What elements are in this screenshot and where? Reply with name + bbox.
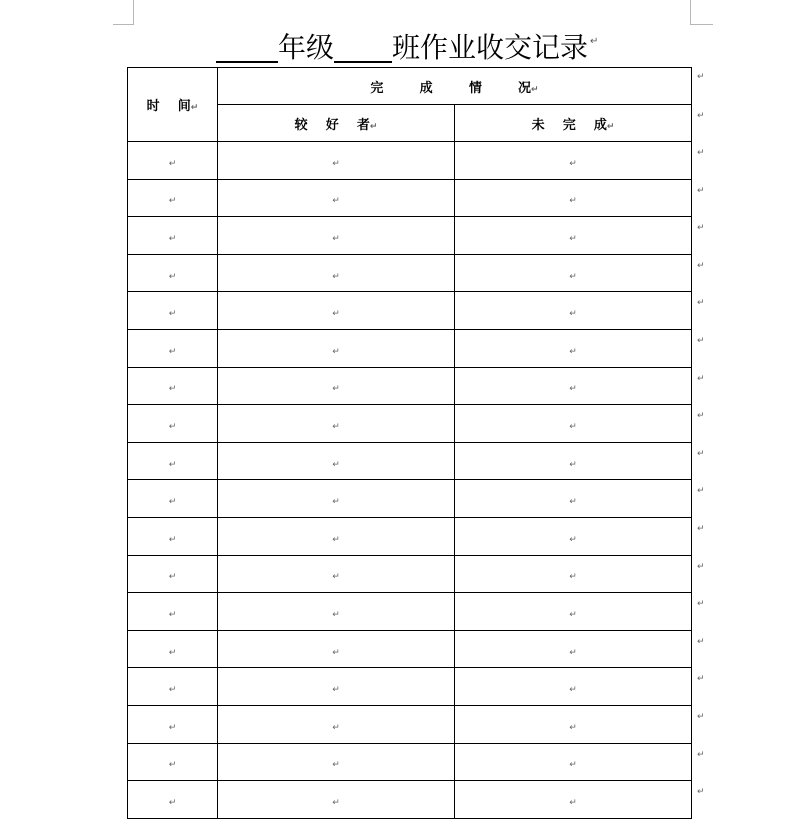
incomplete-cell[interactable] xyxy=(455,367,692,405)
good-cell[interactable] xyxy=(218,217,455,255)
table-row xyxy=(128,329,692,367)
row-end-mark-icon: ↵ xyxy=(697,411,705,422)
header-good-label: 较 好 者 xyxy=(294,117,370,133)
header-incomplete-label: 未 完 成 xyxy=(531,117,607,133)
table-row xyxy=(128,442,692,480)
paragraph-mark-icon: ↵ xyxy=(569,609,577,620)
header-incomplete-cell[interactable] xyxy=(455,105,692,142)
paragraph-mark-icon: ↵ xyxy=(168,271,177,282)
paragraph-mark-icon: ↵ xyxy=(590,36,599,47)
paragraph-mark-icon: ↵ xyxy=(332,384,340,395)
row-end-mark-icon: ↵ xyxy=(697,448,705,459)
good-cell[interactable] xyxy=(218,705,455,743)
paragraph-mark-icon: ↵ xyxy=(168,797,177,808)
good-cell[interactable] xyxy=(218,517,455,555)
paragraph-mark-icon: ↵ xyxy=(332,534,340,545)
good-cell[interactable] xyxy=(218,329,455,367)
table-row xyxy=(128,517,692,555)
paragraph-mark-icon: ↵ xyxy=(332,421,340,432)
paragraph-mark-icon: ↵ xyxy=(569,421,577,432)
paragraph-mark-icon: ↵ xyxy=(531,84,539,95)
header-status-cell[interactable] xyxy=(218,68,692,105)
row-end-mark-icon: ↵ xyxy=(697,787,705,798)
row-end-mark-icon: ↵ xyxy=(697,599,705,610)
table-row xyxy=(128,179,692,217)
time-cell[interactable] xyxy=(128,555,218,593)
paragraph-mark-icon: ↵ xyxy=(168,572,177,583)
time-cell[interactable] xyxy=(128,367,218,405)
time-cell[interactable] xyxy=(128,405,218,443)
time-cell[interactable] xyxy=(128,593,218,631)
paragraph-mark-icon: ↵ xyxy=(168,647,177,658)
class-blank-line xyxy=(334,31,392,63)
page-corner-mark-left xyxy=(113,0,134,25)
row-end-mark-icon: ↵ xyxy=(697,223,705,234)
paragraph-mark-icon: ↵ xyxy=(168,459,177,470)
grade-blank-line xyxy=(216,31,278,63)
paragraph-mark-icon: ↵ xyxy=(168,346,177,357)
paragraph-mark-icon: ↵ xyxy=(332,271,340,282)
row-end-mark-icon: ↵ xyxy=(697,636,705,647)
good-cell[interactable] xyxy=(218,292,455,330)
paragraph-mark-icon: ↵ xyxy=(569,309,577,320)
table-row xyxy=(128,142,692,180)
row-end-mark-icon: ↵ xyxy=(697,148,705,158)
good-cell[interactable] xyxy=(218,442,455,480)
paragraph-mark-icon: ↵ xyxy=(332,722,340,733)
header-status-label: 完 成 情 况 xyxy=(370,80,532,96)
paragraph-mark-icon: ↵ xyxy=(168,309,177,320)
paragraph-mark-icon: ↵ xyxy=(168,685,177,696)
table-row xyxy=(128,668,692,706)
time-cell[interactable] xyxy=(128,517,218,555)
table-row xyxy=(128,593,692,631)
incomplete-cell[interactable] xyxy=(455,593,692,631)
paragraph-mark-icon: ↵ xyxy=(569,647,577,658)
paragraph-mark-icon: ↵ xyxy=(168,534,177,545)
paragraph-mark-icon: ↵ xyxy=(168,233,177,244)
page-corner-mark-right xyxy=(690,0,713,25)
row-end-mark-icon: ↵ xyxy=(697,373,705,384)
incomplete-cell[interactable] xyxy=(455,217,692,255)
paragraph-mark-icon: ↵ xyxy=(168,421,177,432)
paragraph-mark-icon: ↵ xyxy=(168,497,177,508)
incomplete-cell[interactable] xyxy=(455,668,692,706)
good-cell[interactable] xyxy=(218,743,455,781)
row-end-mark-icon: ↵ xyxy=(697,749,705,760)
good-cell[interactable] xyxy=(218,630,455,668)
incomplete-cell[interactable] xyxy=(455,781,692,819)
paragraph-mark-icon: ↵ xyxy=(569,346,577,357)
paragraph-mark-icon: ↵ xyxy=(332,459,340,470)
paragraph-mark-icon: ↵ xyxy=(332,309,340,320)
table-row xyxy=(128,480,692,518)
paragraph-mark-icon: ↵ xyxy=(168,384,177,395)
title-rest-text: 班作业收交记录 xyxy=(392,31,589,64)
time-cell[interactable] xyxy=(128,705,218,743)
paragraph-mark-icon: ↵ xyxy=(190,103,199,113)
paragraph-mark-icon: ↵ xyxy=(569,534,577,545)
table-row xyxy=(128,405,692,443)
table-row xyxy=(128,292,692,330)
good-cell[interactable] xyxy=(218,480,455,518)
row-end-mark-icon: ↵ xyxy=(697,111,705,121)
incomplete-cell[interactable] xyxy=(455,743,692,781)
paragraph-mark-icon: ↵ xyxy=(569,384,577,395)
table-row xyxy=(128,743,692,781)
row-end-mark-icon: ↵ xyxy=(697,260,705,271)
time-cell[interactable] xyxy=(128,743,218,781)
row-end-mark-icon: ↵ xyxy=(697,185,705,196)
time-cell[interactable] xyxy=(128,329,218,367)
good-cell[interactable] xyxy=(218,668,455,706)
paragraph-mark-icon: ↵ xyxy=(168,760,177,771)
incomplete-cell[interactable] xyxy=(455,142,692,180)
paragraph-mark-icon: ↵ xyxy=(332,497,340,508)
paragraph-mark-icon: ↵ xyxy=(569,722,577,733)
row-end-mark-icon: ↵ xyxy=(697,524,705,534)
paragraph-mark-icon: ↵ xyxy=(332,797,340,808)
paragraph-mark-icon: ↵ xyxy=(569,459,577,470)
time-cell[interactable] xyxy=(128,630,218,668)
paragraph-mark-icon: ↵ xyxy=(569,158,577,169)
time-cell[interactable] xyxy=(128,668,218,706)
paragraph-mark-icon: ↵ xyxy=(332,158,340,169)
good-cell[interactable] xyxy=(218,142,455,180)
incomplete-cell[interactable] xyxy=(455,630,692,668)
incomplete-cell[interactable] xyxy=(455,555,692,593)
paragraph-mark-icon: ↵ xyxy=(569,797,577,808)
good-cell[interactable] xyxy=(218,179,455,217)
paragraph-mark-icon: ↵ xyxy=(569,497,577,508)
header-good-cell[interactable] xyxy=(218,105,455,142)
title-grade-text: 年级 xyxy=(278,31,335,64)
incomplete-cell[interactable] xyxy=(455,517,692,555)
time-cell[interactable] xyxy=(128,442,218,480)
row-end-mark-icon: ↵ xyxy=(697,561,705,572)
good-cell[interactable] xyxy=(218,367,455,405)
time-cell[interactable] xyxy=(128,480,218,518)
incomplete-cell[interactable] xyxy=(455,179,692,217)
paragraph-mark-icon: ↵ xyxy=(569,572,577,583)
header-time-cell[interactable] xyxy=(128,68,218,142)
paragraph-mark-icon: ↵ xyxy=(168,722,177,733)
table-row xyxy=(128,367,692,405)
good-cell[interactable] xyxy=(218,781,455,819)
table-row xyxy=(128,217,692,255)
incomplete-cell[interactable] xyxy=(455,480,692,518)
time-cell[interactable] xyxy=(128,254,218,292)
paragraph-mark-icon: ↵ xyxy=(606,121,615,132)
row-end-mark-icon: ↵ xyxy=(697,486,705,497)
table-row xyxy=(128,254,692,292)
table-row xyxy=(128,630,692,668)
paragraph-mark-icon: ↵ xyxy=(332,572,340,583)
time-cell[interactable] xyxy=(128,292,218,330)
paragraph-mark-icon: ↵ xyxy=(332,346,340,357)
time-cell[interactable] xyxy=(128,217,218,255)
good-cell[interactable] xyxy=(218,405,455,443)
paragraph-mark-icon: ↵ xyxy=(168,196,177,207)
homework-record-table xyxy=(127,67,692,819)
paragraph-mark-icon: ↵ xyxy=(168,609,177,620)
paragraph-mark-icon: ↵ xyxy=(332,609,340,620)
table-row xyxy=(128,781,692,819)
paragraph-mark-icon: ↵ xyxy=(569,271,577,282)
incomplete-cell[interactable] xyxy=(455,292,692,330)
document-title xyxy=(216,26,598,66)
paragraph-mark-icon: ↵ xyxy=(332,647,340,658)
row-end-mark-icon: ↵ xyxy=(697,336,705,346)
incomplete-cell[interactable] xyxy=(455,254,692,292)
incomplete-cell[interactable] xyxy=(455,442,692,480)
incomplete-cell[interactable] xyxy=(455,405,692,443)
good-cell[interactable] xyxy=(218,254,455,292)
row-end-mark-icon: ↵ xyxy=(697,72,705,82)
paragraph-mark-icon: ↵ xyxy=(569,685,577,696)
paragraph-mark-icon: ↵ xyxy=(332,760,340,771)
good-cell[interactable] xyxy=(218,593,455,631)
time-cell[interactable] xyxy=(128,781,218,819)
paragraph-mark-icon: ↵ xyxy=(569,233,577,244)
time-cell[interactable] xyxy=(128,142,218,180)
time-cell[interactable] xyxy=(128,179,218,217)
paragraph-mark-icon: ↵ xyxy=(332,685,340,696)
paragraph-mark-icon: ↵ xyxy=(569,196,577,207)
paragraph-mark-icon: ↵ xyxy=(168,158,177,169)
row-end-mark-icon: ↵ xyxy=(697,712,705,722)
paragraph-mark-icon: ↵ xyxy=(332,233,340,244)
header-time-label: 时 间 xyxy=(146,99,191,114)
row-end-mark-icon: ↵ xyxy=(697,298,705,309)
incomplete-cell[interactable] xyxy=(455,329,692,367)
incomplete-cell[interactable] xyxy=(455,705,692,743)
paragraph-mark-icon: ↵ xyxy=(332,196,340,207)
paragraph-mark-icon: ↵ xyxy=(369,121,378,132)
good-cell[interactable] xyxy=(218,555,455,593)
paragraph-mark-icon: ↵ xyxy=(569,760,577,771)
table-row xyxy=(128,555,692,593)
row-end-mark-icon: ↵ xyxy=(697,674,705,685)
table-row xyxy=(128,705,692,743)
